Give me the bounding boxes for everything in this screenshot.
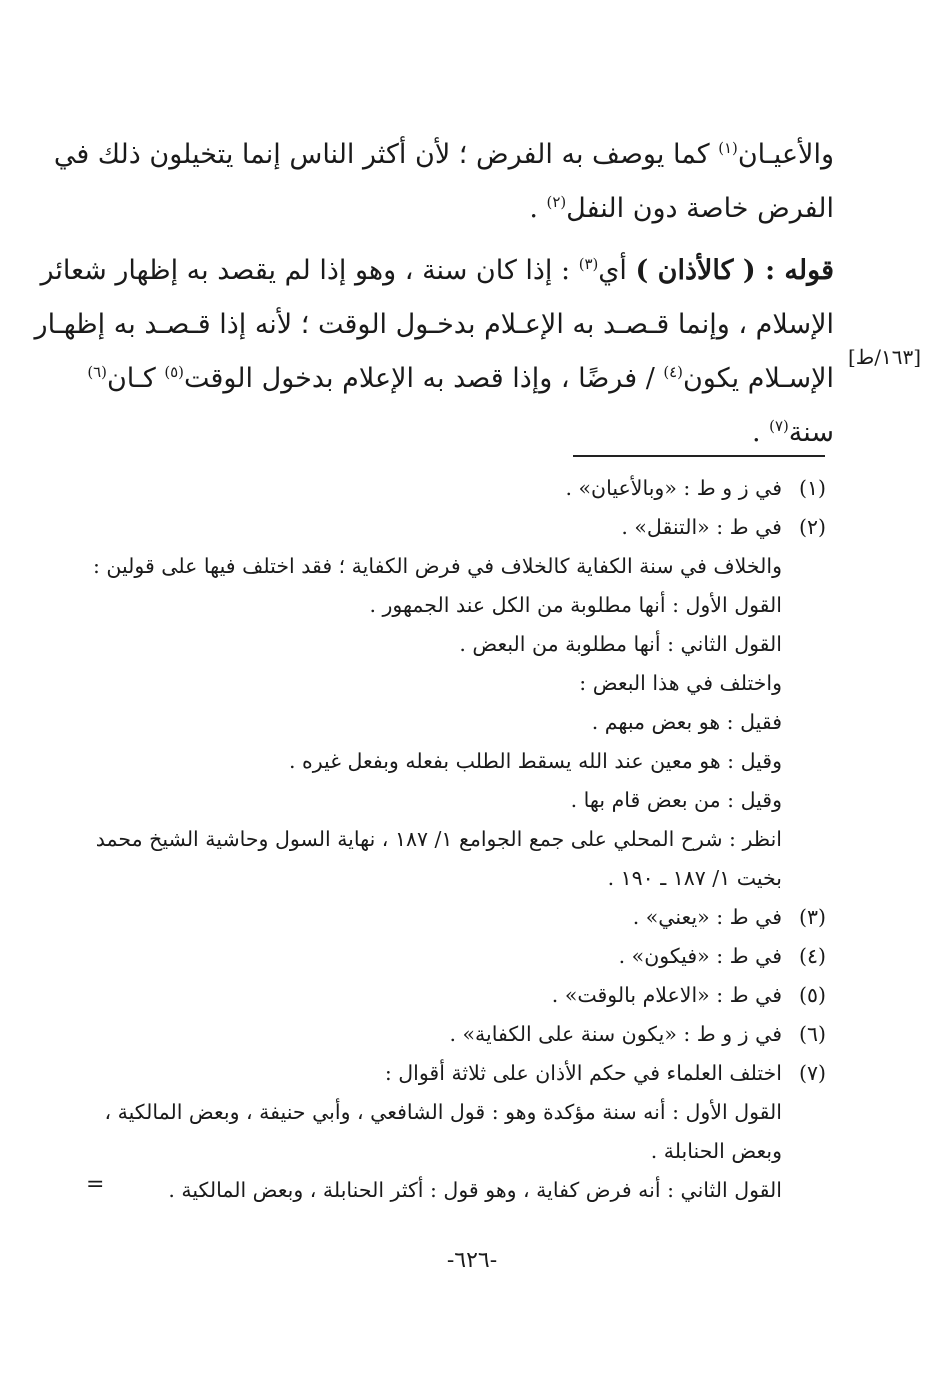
text-run: كما يوصف به الفرض ؛ لأن أكثر الناس إنما يتخيلون ذلك في — [53, 139, 719, 170]
footnote-line — [95, 820, 826, 859]
footnote-separator — [573, 455, 825, 457]
footnote-text: القول الثاني : أنه فرض كفاية ، وهو قول : أكثر الحنابلة ، وبعض المالكية . — [168, 1178, 782, 1202]
footnote-text: في ز و ط : «وبالأعيان» . — [565, 476, 782, 500]
footnote-line — [112, 508, 826, 547]
footnote-text: في ط : «يعني» . — [632, 905, 782, 929]
footnote-marker: (٢) — [546, 193, 567, 211]
main-text-line — [34, 298, 834, 352]
footnote-text: اختلف العلماء في حكم الأذان على ثلاثة أقوال : — [384, 1061, 782, 1085]
main-text-line — [53, 128, 834, 182]
main-text — [34, 128, 834, 460]
footnote-line — [112, 1132, 826, 1171]
footnote-text: والخلاف في سنة الكفاية كالخلاف في فرض الكفاية ؛ فقد اختلف فيها على قولين : — [92, 554, 782, 578]
text-run: الفرض خاصة دون النفل — [566, 193, 834, 224]
footnote-line — [112, 976, 826, 1015]
footnote-marker: (٣) — [578, 255, 599, 273]
footnote-marker: (٤) — [663, 363, 683, 381]
text-run: . — [752, 417, 770, 448]
footnote-text: واختلف في هذا البعض : — [579, 671, 782, 695]
footnotes — [92, 469, 826, 1210]
footnote-text: في ط : «فيكون» . — [618, 944, 782, 968]
footnote-text: بخيت ١/ ١٨٧ ـ ١٩٠ . — [607, 866, 782, 890]
footnote-line — [112, 625, 826, 664]
text-run: كـان — [106, 363, 165, 394]
footnote-text: في ط : «الاعلام بالوقت» . — [551, 983, 782, 1007]
footnote-text: وقيل : هو معين عند الله يسقط الطلب بفعله وبفعل غيره . — [288, 749, 782, 773]
footnote-number: (٥) — [798, 983, 826, 1007]
text-run: والأعيـان — [737, 139, 834, 170]
footnote-text: القول الثاني : أنها مطلوبة من البعض . — [459, 632, 782, 656]
continuation-mark: = — [86, 1172, 105, 1197]
quoted-phrase: قوله : ( كالأذان ) — [635, 255, 834, 286]
footnote-text: في ط : «التنقل» . — [621, 515, 782, 539]
footnote-line — [112, 586, 826, 625]
footnote-text: وقيل : من بعض قام بها . — [570, 788, 782, 812]
footnote-number: (٣) — [798, 905, 826, 929]
footnote-line — [112, 664, 826, 703]
text-run: أي — [598, 255, 636, 286]
text-run: سنة — [788, 417, 834, 448]
footnote-marker: (٧) — [769, 417, 789, 435]
footnote-line — [112, 1054, 826, 1093]
text-run: . — [529, 193, 547, 224]
margin-page-reference: [١٦٣/ط] — [848, 345, 922, 369]
main-text-line — [112, 182, 834, 236]
footnote-marker: (٦) — [87, 363, 107, 381]
footnote-line — [104, 1093, 826, 1132]
text-run: : إذا كان سنة ، وهو إذا لم يقصد به إظهار شعائر — [40, 255, 579, 286]
footnote-line — [112, 1015, 826, 1054]
text-run: الإسلام ، وإنما قـصـد به الإعـلام بدخـول الوقت ؛ لأنه إذا قـصـد به إظهـار — [34, 309, 834, 340]
main-text-line — [112, 406, 834, 460]
footnote-text: القول الأول : أنه سنة مؤكدة وهو : قول الشافعي ، وأبي حنيفة ، وبعض المالكية ، — [104, 1100, 782, 1124]
footnote-line — [112, 703, 826, 742]
footnote-text: انظر : شرح المحلي على جمع الجوامع ١/ ١٨٧ ، نهاية السول وحاشية الشيخ محمد — [95, 827, 782, 851]
text-run: / فرضًا ، وإذا قصد به الإعلام بدخول الوقت — [183, 363, 664, 394]
footnote-text: فقيل : هو بعض مبهم . — [591, 710, 782, 734]
footnote-line — [92, 547, 826, 586]
main-text-line — [40, 244, 834, 298]
footnote-line — [112, 781, 826, 820]
footnote-text: وبعض الحنابلة . — [650, 1139, 782, 1163]
footnote-line — [112, 469, 826, 508]
footnote-marker: (١) — [718, 139, 738, 157]
footnote-line — [112, 742, 826, 781]
footnote-marker: (٥) — [164, 363, 184, 381]
footnote-number: (١) — [798, 476, 826, 500]
footnote-number: (٧) — [798, 1061, 826, 1085]
footnote-line — [112, 937, 826, 976]
footnote-line — [112, 1171, 826, 1210]
footnote-number: (٦) — [798, 1022, 826, 1046]
text-run: الإسـلام يكون — [682, 363, 834, 394]
footnote-line — [112, 898, 826, 937]
footnote-line — [112, 859, 826, 898]
footnote-number: (٤) — [798, 944, 826, 968]
footnote-text: في ز و ط : «يكون سنة على الكفاية» . — [449, 1022, 782, 1046]
footnote-text: القول الأول : أنها مطلوبة من الكل عند الجمهور . — [369, 593, 782, 617]
footnote-number: (٢) — [798, 515, 826, 539]
main-text-line — [87, 352, 834, 406]
page-number: -٦٢٦- — [446, 1248, 498, 1273]
